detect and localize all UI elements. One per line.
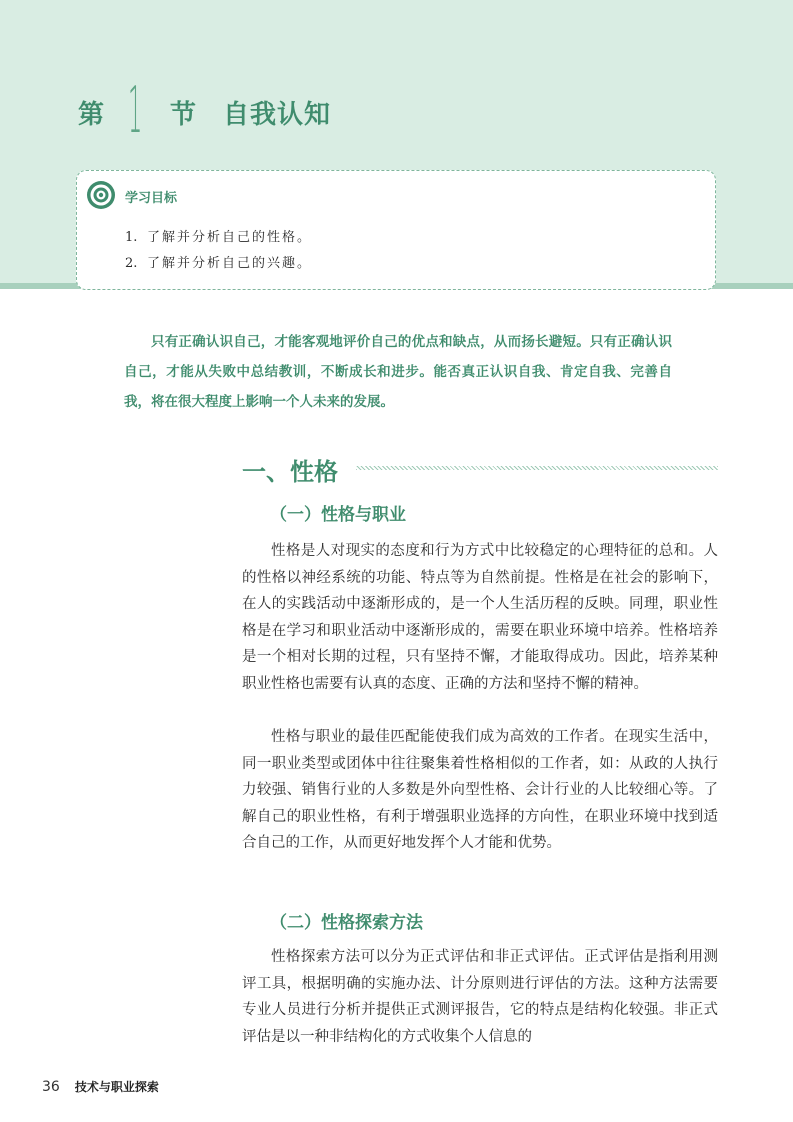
learning-goals-box (76, 170, 716, 290)
page-footer (42, 1076, 159, 1095)
list-item-number: 1. (125, 230, 138, 245)
list-item (125, 251, 312, 277)
learning-goals-title: 学习目标 (125, 191, 178, 206)
section-suffix: 节 (170, 100, 197, 130)
book-title: 技术与职业探索 (74, 1080, 159, 1094)
body-paragraph: 性格是人对现实的态度和行为方式中比较稳定的心理特征的总和。人的性格以神经系统的功能、特点等为自然前提。性格是在社会的影响下，在人的实践活动中逐渐形成的，是一个人生活历程的反映。同理，职业性格是在学习和职业活动中逐渐形成的，需要在职业环境中培养。性格培养是一个相对长期的过程，只有坚持不懈，才能取得成功。因此，培养某种职业性格也需要有认真的态度、正确的方法和坚持不懈的精神。 (242, 543, 718, 692)
learning-goals-list (125, 225, 312, 277)
subheading-exploration-methods: （二）性格探索方法 (270, 913, 423, 933)
target-icon (86, 180, 116, 210)
list-item (125, 225, 312, 251)
section-prefix: 第 (78, 100, 105, 130)
intro-paragraph: 只有正确认识自己，才能客观地评价自己的优点和缺点，从而扬长避短。只有正确认识自己，才能从失败中总结教训，不断成长和进步。能否真正认识自我、肯定自我、完善自我，将在很大程度上影响一个人未来的发展。 (124, 334, 672, 410)
list-item-text: 了解并分析自己的性格。 (147, 230, 313, 245)
heading-rule (356, 466, 718, 470)
section-number: 1 (128, 74, 143, 148)
body-paragraph: 性格与职业的最佳匹配能使我们成为高效的工作者。在现实生活中，同一职业类型或团体中往往聚集着性格相似的工作者，如：从政的人执行力较强、销售行业的人多数是外向型性格、会计行业的人比较细心等。了解自己的职业性格，有利于增强职业选择的方向性，在职业环境中找到适合自己的工作，从而更好地发挥个人才能和优势。 (242, 729, 718, 851)
body-paragraph: 性格探索方法可以分为正式评估和非正式评估。正式评估是指利用测评工具，根据明确的实施办法、计分原则进行评估的方法。这种方法需要专业人员进行分析并提供正式测评报告，它的特点是结构化较强。非正式评估是以一种非结构化的方式收集个人信息的 (242, 949, 718, 1045)
page-number: 36 (42, 1079, 60, 1095)
list-item-text: 了解并分析自己的兴趣。 (147, 256, 313, 271)
heading-personality: 一、性格 (242, 458, 338, 486)
subheading-personality-career: （一）性格与职业 (270, 505, 406, 525)
list-item-number: 2. (125, 256, 138, 271)
section-name: 自我认知 (223, 100, 332, 130)
